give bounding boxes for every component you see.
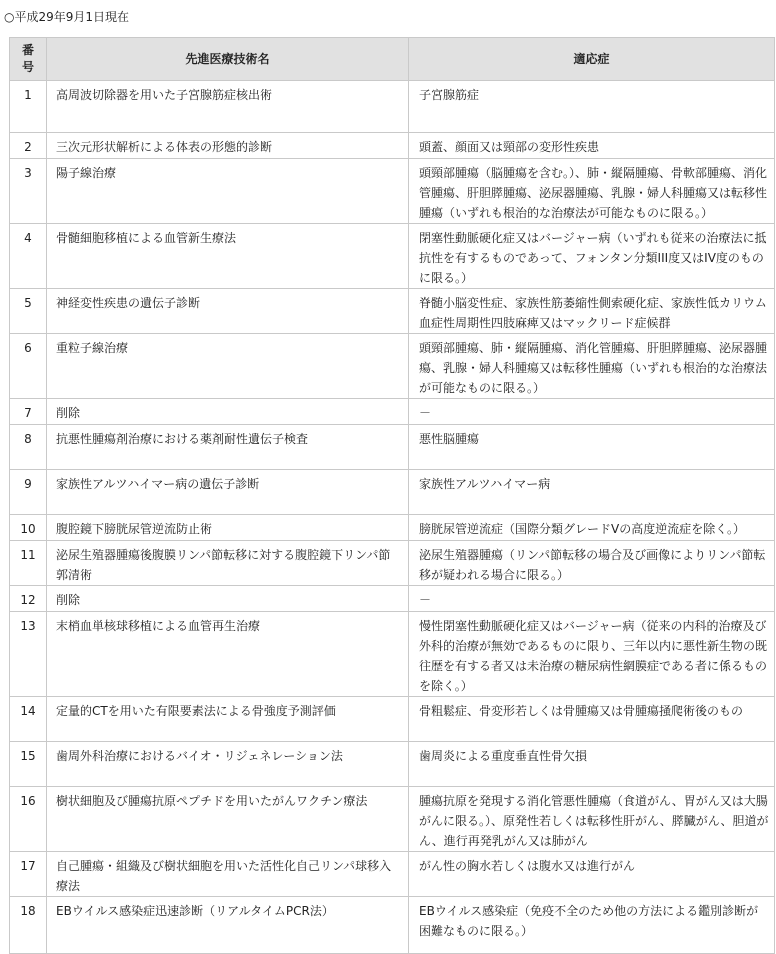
technology-name-cell: 泌尿生殖器腫瘍後腹膜リンパ節転移に対する腹腔鏡下リンパ節郭清術 (47, 541, 409, 586)
indication-cell: 脊髄小脳変性症、家族性筋萎縮性側索硬化症、家族性低カリウム血症性周期性四肢麻痺又はマックリード症候群 (409, 289, 775, 334)
table-row (10, 897, 775, 954)
table-row (10, 334, 775, 399)
row-number-cell: 4 (10, 224, 47, 289)
table-row (10, 224, 775, 289)
table-row (10, 399, 775, 425)
technology-name-cell: 高周波切除器を用いた子宮腺筋症核出術 (47, 81, 409, 133)
table-row (10, 787, 775, 852)
row-number-cell: 18 (10, 897, 47, 954)
table-row (10, 697, 775, 742)
table-body (10, 81, 775, 954)
technology-name-cell: 神経変性疾患の遺伝子診断 (47, 289, 409, 334)
table-row (10, 515, 775, 541)
row-number-cell: 5 (10, 289, 47, 334)
table-row (10, 470, 775, 515)
technology-name-cell: 重粒子線治療 (47, 334, 409, 399)
technology-name-cell: 末梢血単核球移植による血管再生治療 (47, 612, 409, 697)
row-number-cell: 17 (10, 852, 47, 897)
indication-cell: 骨粗鬆症、骨変形若しくは骨腫瘍又は骨腫瘍掻爬術後のもの (409, 697, 775, 742)
row-number-cell: 2 (10, 133, 47, 159)
indication-cell: 頭頸部腫瘍、肺・縦隔腫瘍、消化管腫瘍、肝胆膵腫瘍、泌尿器腫瘍、乳腺・婦人科腫瘍又は転移性腫瘍（いずれも根治的な治療法が可能なものに限る。） (409, 334, 775, 399)
indication-cell: － (409, 586, 775, 612)
indication-cell: 頭頸部腫瘍（脳腫瘍を含む。）、肺・縦隔腫瘍、骨軟部腫瘍、消化管腫瘍、肝胆膵腫瘍、泌尿器腫瘍、乳腺・婦人科腫瘍又は転移性腫瘍（いずれも根治的な治療法が可能なものに限る。） (409, 159, 775, 224)
indication-cell: 閉塞性動脈硬化症又はバージャー病（いずれも従来の治療法に抵抗性を有するものであって、フォンタン分類III度又はIV度のものに限る。） (409, 224, 775, 289)
technology-name-cell: 抗悪性腫瘍剤治療における薬剤耐性遺伝子検査 (47, 425, 409, 470)
technology-name-cell: 自己腫瘍・組織及び樹状細胞を用いた活性化自己リンパ球移入療法 (47, 852, 409, 897)
technology-name-cell: 削除 (47, 586, 409, 612)
indication-cell: 腫瘍抗原を発現する消化管悪性腫瘍（食道がん、胃がん又は大腸がんに限る。）、原発性若しくは転移性肝がん、膵臓がん、胆道がん、進行再発乳がん又は肺がん (409, 787, 775, 852)
row-number-cell: 16 (10, 787, 47, 852)
table-row (10, 586, 775, 612)
header-technology-name: 先進医療技術名 (47, 38, 409, 81)
technology-name-cell: 削除 (47, 399, 409, 425)
indication-cell: がん性の胸水若しくは腹水又は進行がん (409, 852, 775, 897)
technology-name-cell: 陽子線治療 (47, 159, 409, 224)
header-number: 番 号 (10, 38, 47, 81)
row-number-cell: 14 (10, 697, 47, 742)
row-number-cell: 1 (10, 81, 47, 133)
row-number-cell: 11 (10, 541, 47, 586)
as-of-date-caption: ○平成29年9月1日現在 (4, 10, 130, 24)
indication-cell: 悪性脳腫瘍 (409, 425, 775, 470)
row-number-cell: 3 (10, 159, 47, 224)
indication-cell: 子宮腺筋症 (409, 81, 775, 133)
indication-cell: 歯周炎による重度垂直性骨欠損 (409, 742, 775, 787)
indication-cell: － (409, 399, 775, 425)
technology-name-cell: 家族性アルツハイマー病の遺伝子診断 (47, 470, 409, 515)
row-number-cell: 13 (10, 612, 47, 697)
row-number-cell: 12 (10, 586, 47, 612)
row-number-cell: 10 (10, 515, 47, 541)
row-number-cell: 7 (10, 399, 47, 425)
advanced-medical-technology-table (9, 37, 775, 954)
indication-cell: 膀胱尿管逆流症（国際分類グレードVの高度逆流症を除く。） (409, 515, 775, 541)
table-row (10, 541, 775, 586)
indication-cell: 慢性閉塞性動脈硬化症又はバージャー病（従来の内科的治療及び外科的治療が無効であるものに限り、三年以内に悪性新生物の既往歴を有する者又は未治療の糖尿病性網膜症である者に係るものを除く。） (409, 612, 775, 697)
table-row (10, 742, 775, 787)
technology-name-cell: 歯周外科治療におけるバイオ・リジェネレーション法 (47, 742, 409, 787)
table-row (10, 425, 775, 470)
row-number-cell: 9 (10, 470, 47, 515)
indication-cell: 泌尿生殖器腫瘍（リンパ節転移の場合及び画像によりリンパ節転移が疑われる場合に限る。） (409, 541, 775, 586)
technology-name-cell: 三次元形状解析による体表の形態的診断 (47, 133, 409, 159)
table-row (10, 612, 775, 697)
technology-name-cell: 定量的CTを用いた有限要素法による骨強度予測評価 (47, 697, 409, 742)
table-row (10, 289, 775, 334)
table-header-row (10, 38, 775, 81)
table-row (10, 159, 775, 224)
row-number-cell: 6 (10, 334, 47, 399)
row-number-cell: 8 (10, 425, 47, 470)
row-number-cell: 15 (10, 742, 47, 787)
indication-cell: 家族性アルツハイマー病 (409, 470, 775, 515)
technology-name-cell: 腹腔鏡下膀胱尿管逆流防止術 (47, 515, 409, 541)
technology-name-cell: EBウイルス感染症迅速診断（リアルタイムPCR法） (47, 897, 409, 954)
table-row (10, 81, 775, 133)
table-row (10, 133, 775, 159)
technology-name-cell: 樹状細胞及び腫瘍抗原ペプチドを用いたがんワクチン療法 (47, 787, 409, 852)
technology-name-cell: 骨髄細胞移植による血管新生療法 (47, 224, 409, 289)
header-indication: 適応症 (409, 38, 775, 81)
indication-cell: EBウイルス感染症（免疫不全のため他の方法による鑑別診断が困難なものに限る。） (409, 897, 775, 954)
table-row (10, 852, 775, 897)
indication-cell: 頭蓋、顔面又は頸部の変形性疾患 (409, 133, 775, 159)
